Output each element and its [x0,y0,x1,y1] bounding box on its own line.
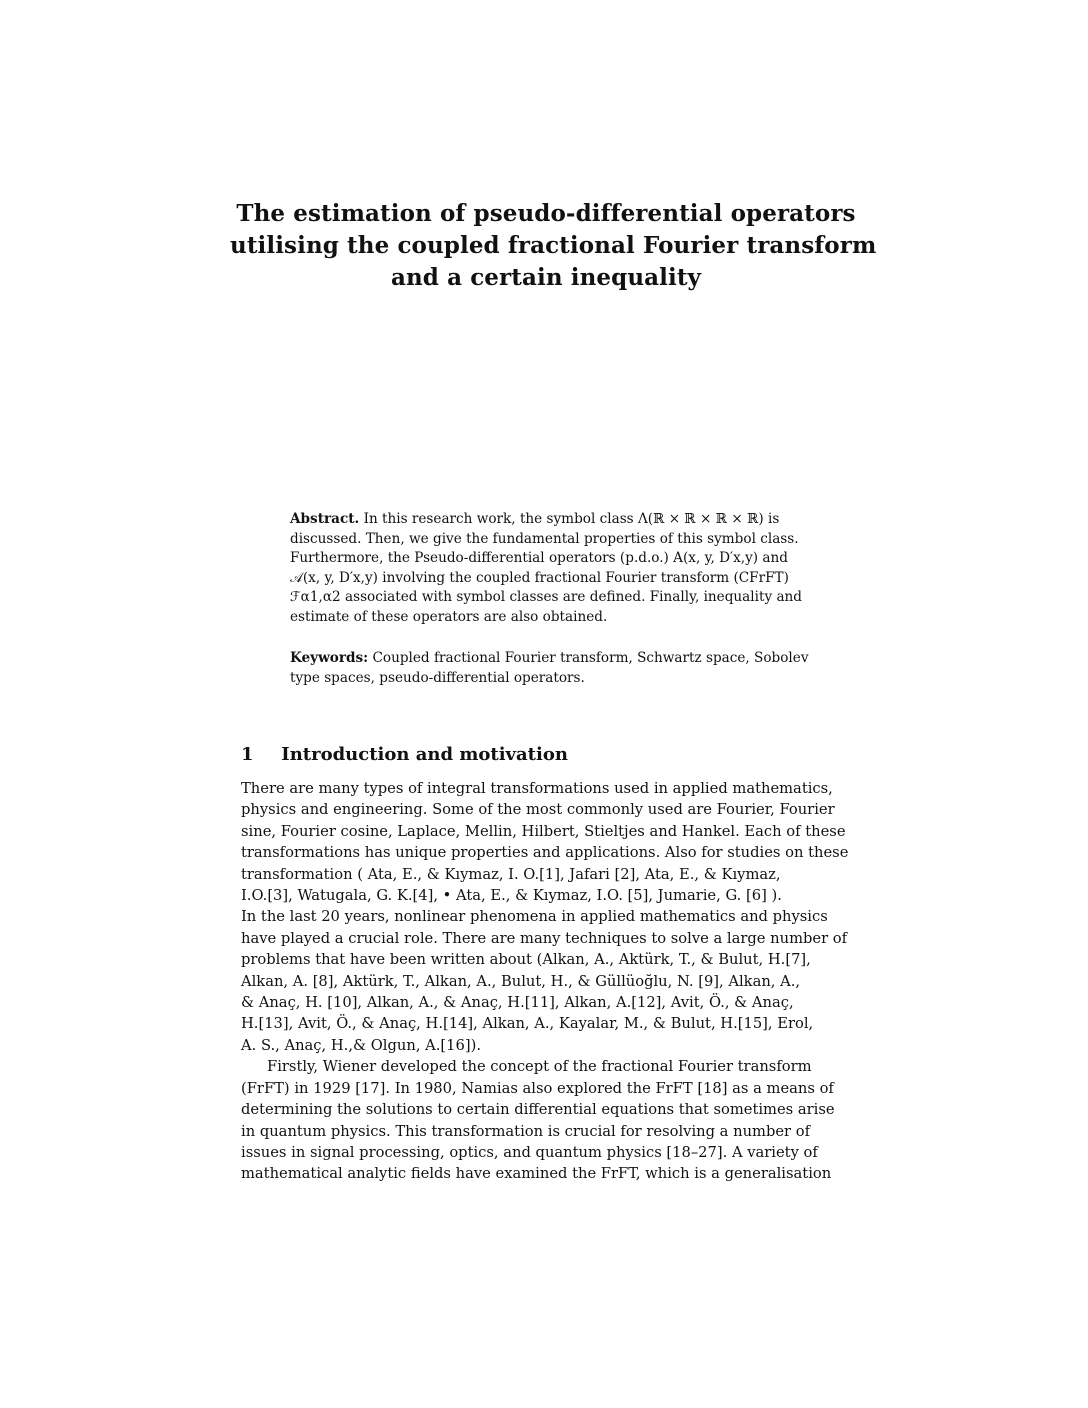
keywords-line [290,649,808,669]
abstract-line [290,510,808,530]
body-line: problems that have been written about (Alkan, A., Aktürk, T., & Bulut, H.[7], [241,951,811,969]
section-heading [241,742,861,768]
keywords-line: type spaces, pseudo-differential operators. [290,669,585,686]
abstract-line: ℱα1,α2 associated with symbol classes are defined. Finally, inequality and [290,589,803,605]
title-line: The estimation of pseudo-differential operators [236,200,856,227]
abstract-line: estimate of these operators are also obtained. [290,608,608,625]
abstract-line: 𝒜(x, y, D′x,y) involving the coupled fractional Fourier transform (CFrFT) [290,569,789,586]
body-line: In the last 20 years, nonlinear phenomena in applied mathematics and physics [241,908,828,926]
body-line: mathematical analytic fields have examined the FrFT, which is a generalisation [241,1165,832,1183]
body-line: Firstly, Wiener developed the concept of the fractional Fourier transform [267,1058,812,1076]
body-line: determining the solutions to certain differential equations that sometimes arise [241,1101,835,1119]
body-line: Alkan, A. [8], Aktürk, T., Alkan, A., Bulut, H., & Güllüoğlu, N. [9], Alkan, A., [241,972,801,990]
body-line: have played a crucial role. There are many techniques to solve a large number of [241,929,848,947]
body-line: There are many types of integral transformations used in applied mathematics, [241,780,833,797]
title-line: and a certain inequality [390,264,702,291]
body-line: physics and engineering. Some of the most commonly used are Fourier, Fourier [241,801,835,819]
section-number: 1 [241,743,254,765]
body-line: (FrFT) in 1929 [17]. In 1980, Namias also explored the FrFT [18] as a means of [241,1079,834,1097]
body-line: issues in signal processing, optics, and quantum physics [18–27]. A variety of [241,1143,818,1161]
abstract-line: Furthermore, the Pseudo-differential operators (p.d.o.) A(x, y, D′x,y) and [290,550,788,566]
title-line: utilising the coupled fractional Fourier transform [230,232,877,259]
body-line: in quantum physics. This transformation is crucial for resolving a number of [241,1122,811,1140]
abstract [290,510,808,627]
abstract-line: discussed. Then, we give the fundamental properties of this symbol class. [290,530,799,547]
keywords [290,649,808,688]
body-line: sine, Fourier cosine, Laplace, Mellin, Hilbert, Stieltjes and Hankel. Each of these [241,822,846,840]
section-title: Introduction and motivation [281,743,568,765]
body-line: H.[13], Avit, Ö., & Anaç, H.[14], Alkan, A., Kayalar, M., & Bulut, H.[15], Erol, [241,1015,814,1033]
keywords-label: Keywords: [290,650,369,666]
paper-title [230,198,877,294]
keywords-text: Coupled fractional Fourier transform, Schwartz space, Sobolev [372,650,809,666]
body-line: & Anaç, H. [10], Alkan, A., & Anaç, H.[11], Alkan, A.[12], Avit, Ö., & Anaç, [241,994,794,1012]
introduction-body [241,778,855,1185]
body-line: transformations has unique properties and applications. Also for studies on these [241,844,849,862]
abstract-label: Abstract. [290,511,360,527]
abstract-text: In this research work, the symbol class Λ(ℝ × ℝ × ℝ × ℝ) is [363,511,780,527]
body-line: I.O.[3], Watugala, G. K.[4], • Ata, E., & Kıymaz, I.O. [5], Jumarie, G. [6] ). [241,887,782,905]
body-line: transformation ( Ata, E., & Kıymaz, I. O.[1], Jafari [2], Ata, E., & Kıymaz, [241,865,781,883]
body-line: A. S., Anaç, H.,& Olgun, A.[16]). [241,1036,481,1054]
